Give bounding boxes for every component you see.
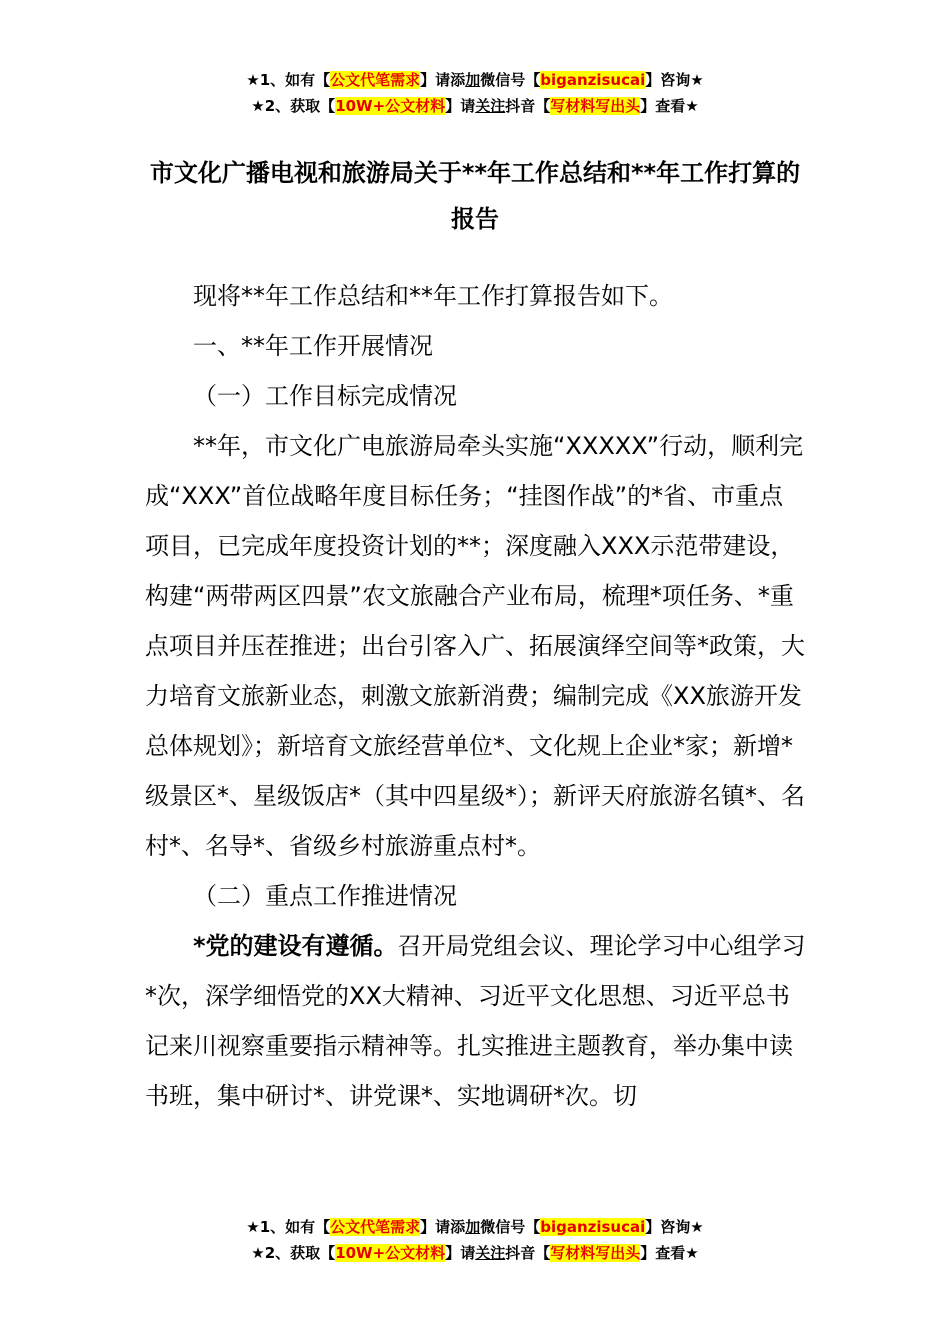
promo-underline: 关注 bbox=[475, 97, 506, 115]
promo-highlight: 10W+公文材料 bbox=[335, 97, 446, 115]
promo-line-1 bbox=[0, 1214, 950, 1240]
promo-text: ★1、如有【 bbox=[246, 71, 331, 89]
footer-promo-banner bbox=[0, 1214, 950, 1266]
body-paragraph: **年，市文化广电旅游局牵头实施“XXXXX”行动，顺利完成“XXX”首位战略年度目标任务；“挂图作战”的*省、市重点项目，已完成年度投资计划的**；深度融入XXX示范带建设，构建“两带两区四景”农文旅融合产业布局，梳理*项任务、*重点项目并压茬推进；出台引客入广、拓展演绎空间等*政策，大力培育文旅新业态，刺激文旅新消费；编制完成《XX旅游开发总体规划》；新培育文旅经营单位*、文化规上企业*家；新增*级景区*、星级饭店*（其中四星级*）；新评天府旅游名镇*、名村*、名导*、省级乡村旅游重点村*。 bbox=[145, 432, 805, 860]
promo-line-2 bbox=[0, 93, 950, 119]
document-title: 市文化广播电视和旅游局关于**年工作总结和**年工作打算的报告 bbox=[149, 159, 801, 233]
promo-underline: 加 bbox=[465, 71, 481, 89]
body-paragraph bbox=[145, 921, 807, 1121]
promo-text: ★2、获取【 bbox=[251, 1244, 336, 1262]
section-heading: 一、**年工作开展情况 bbox=[193, 332, 433, 360]
promo-text: 】请 bbox=[445, 1244, 476, 1262]
promo-underline: 关注 bbox=[475, 1244, 506, 1262]
header-promo-banner bbox=[0, 67, 950, 119]
promo-highlight: biganzisucai bbox=[540, 71, 646, 89]
paragraph-lead: *党的建设有遵循。 bbox=[193, 932, 398, 960]
subsection-heading: （一）工作目标完成情况 bbox=[193, 382, 457, 410]
promo-text: 】咨询★ bbox=[645, 71, 704, 89]
promo-underline: 加 bbox=[465, 1218, 481, 1236]
intro-paragraph: 现将**年工作总结和**年工作打算报告如下。 bbox=[193, 282, 673, 310]
promo-highlight: 写材料写出头 bbox=[550, 1244, 641, 1262]
promo-text: 抖音【 bbox=[505, 97, 551, 115]
promo-line-1 bbox=[0, 67, 950, 93]
promo-text: 】查看★ bbox=[640, 1244, 699, 1262]
promo-text: 】请添 bbox=[420, 71, 466, 89]
promo-text: 】请添 bbox=[420, 1218, 466, 1236]
promo-text: 】查看★ bbox=[640, 97, 699, 115]
promo-highlight: biganzisucai bbox=[540, 1218, 646, 1236]
promo-text: 】咨询★ bbox=[645, 1218, 704, 1236]
promo-text: ★2、获取【 bbox=[251, 97, 336, 115]
promo-line-2 bbox=[0, 1240, 950, 1266]
promo-highlight: 10W+公文材料 bbox=[335, 1244, 446, 1262]
document-body bbox=[145, 271, 807, 1121]
promo-highlight: 写材料写出头 bbox=[550, 97, 641, 115]
promo-text: ★1、如有【 bbox=[246, 1218, 331, 1236]
promo-text: 】请 bbox=[445, 97, 476, 115]
promo-text: 微信号【 bbox=[480, 71, 541, 89]
promo-highlight: 公文代笔需求 bbox=[330, 71, 421, 89]
subsection-heading: （二）重点工作推进情况 bbox=[193, 882, 457, 910]
paragraph-text: 召开局党组会议、理论学习中心组学习*次，深学细悟党的XX大精神、习近平文化思想、习近平总书记来川视察重要指示精神等。扎实推进主题教育，举办集中读书班，集中研讨*、讲党课*、实地调研*次。切 bbox=[145, 932, 806, 1110]
promo-highlight: 公文代笔需求 bbox=[330, 1218, 421, 1236]
promo-text: 抖音【 bbox=[505, 1244, 551, 1262]
promo-text: 微信号【 bbox=[480, 1218, 541, 1236]
